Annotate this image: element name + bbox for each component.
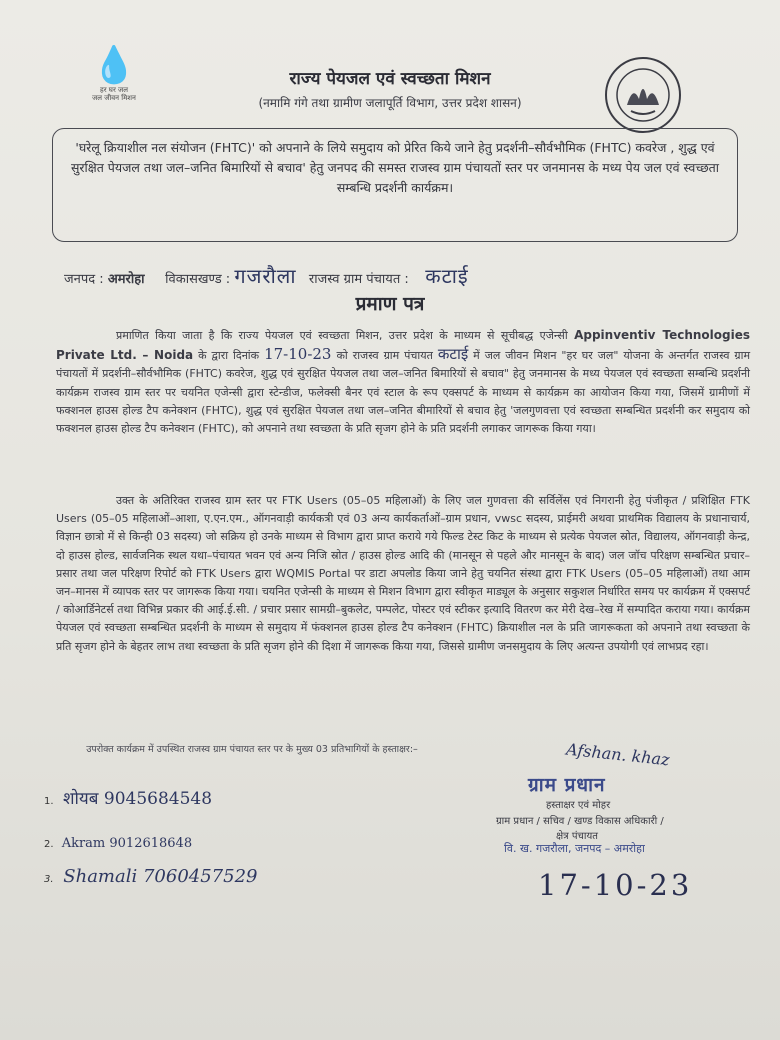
stamp-line-1: हस्ताक्षर एवं मोहर (546, 800, 611, 811)
certificate-title: प्रमाण पत्र (355, 293, 425, 315)
water-drop-icon: 💧 (91, 45, 137, 86)
p1-part-c: को राजस्व ग्राम पंचायत (336, 349, 433, 363)
mission-subtitle: (नमामि गंगे तथा ग्रामीण जलापूर्ति विभाग, उत्तर प्रदेश शासन) (258, 96, 522, 110)
signatures-note: उपरोक्त कार्यक्रम में उपस्थित राजस्व ग्राम पंचायत स्तर पर के मुख्य 03 प्रतिभागियों के हस्ताक्षर:– (86, 744, 418, 755)
program-date: 17-10-23 (264, 345, 332, 364)
p1-part-d: में जल जीवन मिशन "हर घर जल" योजना के अन्तर्गत राजस्व ग्राम पंचायतों में प्रदर्शनी–सौर्वभौमिक (FHTC) कवरेज, शुद्ध एवं सुरक्षित पेयजल तथा जल–जनित बिमारियों से बचाव" हेतु जनमानस के मध्य पेयजल एवं स्वच्छता सम्बन्धि प्रदर्शनी कार्यक्रम राजस्व ग्राम स्तर पर चयनित एजेन्सी द्वारा स्टेन्डीज, फलेक्सी बैनर एवं स्टाल के रूप एक्सपर्ट के माध्यम से कार्यक्रम का आयोजन किया गया, जिसमें ग्रामीणों में फक्शनल हाउस होल्ड टैप कनेक्शन (FHTC), शुद्ध एवं सुरक्षित पेयजल तथा जल–जनित बीमारियों से बचाव हेतु 'जलगुणवत्ता एवं स्वच्छता सम्बन्धित प्रदर्शनी कर समुदाय को फक्शनल हाउस होल्ड टैप कनेक्शन (FHTC), को अपनाने तथा स्वच्छता के प्रति सृजग होने के प्रति प्रदर्शनी लगाकर जागरूक किया गया। (56, 349, 751, 436)
gram-pradhan-stamp (488, 739, 723, 860)
signature-number: 2. (44, 839, 54, 850)
stamp-line-2: ग्राम प्रधान / सचिव / खण्ड विकास अधिकारी / (496, 816, 664, 827)
pradhan-signature: Afshan. khaz (565, 739, 671, 770)
program-description: 'घरेलू क्रियाशील नल संयोजन (FHTC)' को अपनाने के लिये समुदाय को प्रेरित किये जाने हेतु प्रदर्शनी–सौर्वभौमिक (FHTC) कवरेज , शुद्ध एवं सुरक्षित पेयजल तथा जल–जनित बिमारियों से बचाव' हेतु जनपद की समस्त राजस्व ग्राम पंचायतों स्तर पर जनमानस के मध्य पेय जल एवं स्वच्छता सम्बन्धि प्रदर्शनी कार्यक्रम। (70, 140, 720, 195)
certificate-paragraph-1 (56, 326, 750, 438)
stamp-line-4: वि. ख. गजरौला, जनपद – अमरोहा (504, 842, 645, 855)
logo-caption: हर घर जल (100, 86, 128, 94)
p2-text: उक्त के अतिरिक्त राजस्व ग्राम स्तर पर FTK Users (05–05 महिलाओं) के लिए जल गुणवत्ता की सर्विलेंस एवं निगरानी हेतु पंजीकृत / प्रशिक्षित FTK Users (05–05 महिलाओं–आशा, ए.एन.एम., ऑगनवाड़ी कार्यकत्री एवं 03 अन्य कार्यकर्ताओं–ग्राम प्रधान, vwsc सदस्य, प्राईमरी अथवा प्राथमिक विद्यालय के प्रधानाचार्य, विज्ञान छात्रो में से किन्ही 03 सदस्य) जो सक्रिय हो उनके माध्यम से विभाग द्वारा प्राप्त कराये गये फिल्ड टेस्ट किट के माध्यम से प्रत्येक पेयजल स्रोत, विद्यालय, ऑगनवाड़ी केन्द्र, दो हाउस होल्ड, सार्वजनिक स्थल यथा–पंचायत भवन एवं अन्य निजि स्रोत / हाउस होल्ड आदि की (मानसून से पहले और मानसून के बाद) जल जॉच परिक्षण सम्बन्धित प्रचार–प्रसार तथा जल परिक्षण रिपोर्ट को FTK Users द्वारा WQMIS Portal पर डाटा अपलोड किया जाने हेतु चयनित संस्था द्वारा FTK Users (05–05 महिलाओं) तथा आम जन–मानस में व्यापक स्तर पर जागरूक किया गया। चयनित एजेन्सी के माध्यम से मिशन विभाग द्वारा स्वीकृत माड्यूल के अनुसार सकुशल निर्धारित समय पर कार्यक्रम में एक्सपर्ट / कोआर्डिनेटर्स तथा विभिन्न प्रकार की आई.ई.सी. / प्रचार प्रसार सामग्री–बुकलेट, पम्पलेट, पोस्टर एवं स्टीकर इत्यादि वितरण कर मेरी देख–रेख में सम्पादित कराया गया। कार्यक्रम पेयजल एवं स्वच्छता सम्बन्धित प्रदर्शनी के माध्यम से समुदाय में फंक्शनल हाउस होल्ड टैप कनेक्शन (FHTC) क्रियाशील नल के प्रति जागरूकता को अपनाने तथा स्वच्छता के प्रति सृजग होने के बेहतर लाभ तथा स्वच्छता के प्रति सृजग होने की दिशा में जागरूक किया गया, जिससे ग्रामीण जनसमुदाय के लिए अत्यन्त उपयोगी एवं लाभप्रद रहा। (56, 494, 750, 653)
participant-signature-3 (44, 866, 258, 887)
signature-text: शोयब 9045684548 (62, 789, 213, 809)
agency-name: Appinventiv Technologies Private Ltd. – Noida (56, 328, 750, 363)
stamp-line-3: क्षेत्र पंचायत (556, 831, 598, 842)
stamp-heading: ग्राम प्रधान (528, 774, 606, 796)
p1-part-a: प्रमाणित किया जाता है कि राज्य पेयजल एवं स्वच्छता मिशन, उत्तर प्रदेश के माध्यम से सूचीबद्ध एजेन्सी (116, 329, 568, 342)
mission-title: राज्य पेयजल एवं स्वच्छता मिशन (289, 69, 491, 89)
panchayat-label: राजस्व ग्राम पंचायत : (308, 272, 409, 287)
panchayat-value: कटाई (425, 264, 469, 288)
p1-part-b: के द्वारा दिनांक (198, 349, 260, 363)
signature-number: 3. (44, 874, 54, 885)
signature-number: 1. (44, 796, 54, 807)
district-value: अमरोहा (107, 272, 145, 287)
location-details (64, 262, 469, 289)
har-ghar-jal-logo (86, 46, 142, 102)
signature-text: Shamali 7060457529 (63, 866, 258, 887)
participant-signature-2 (44, 836, 192, 851)
participant-signature-1 (44, 786, 212, 809)
certificate-paragraph-2 (56, 492, 750, 656)
block-label: विकासखण्ड : (165, 272, 231, 287)
block-value: गजरौला (234, 264, 297, 288)
district-label: जनपद : (64, 272, 104, 287)
program-description-box (52, 128, 738, 242)
village-name: कटाई (437, 345, 469, 364)
signature-text: Akram 9012618648 (61, 836, 193, 851)
logo-caption-2: जल जीवन मिशन (92, 94, 136, 102)
handwritten-date: 17-10-23 (538, 868, 693, 902)
